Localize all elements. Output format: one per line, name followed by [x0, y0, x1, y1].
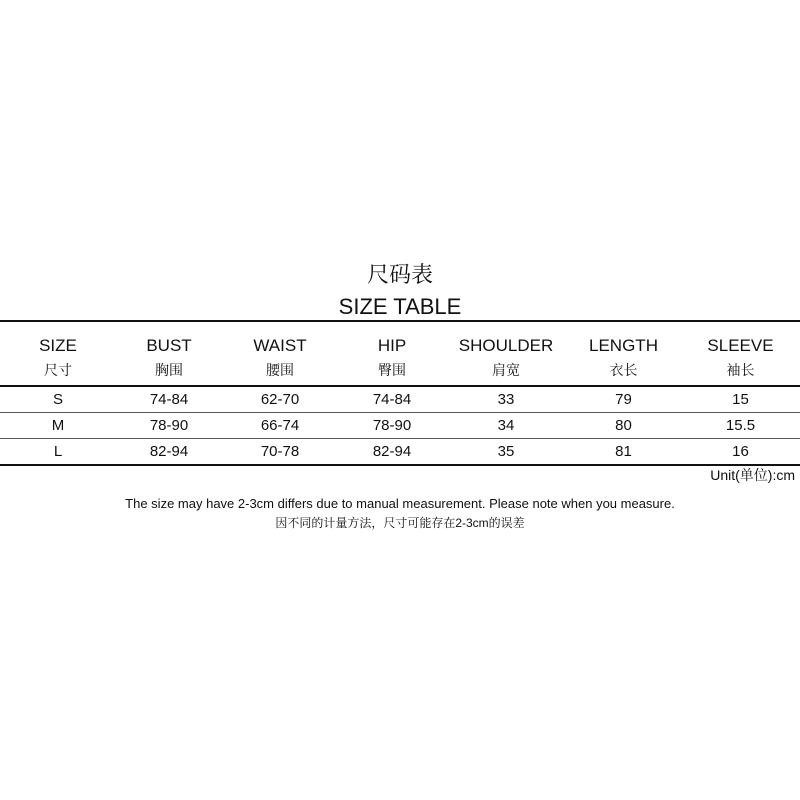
measurement-note-chinese: 因不同的计量方法，尺寸可能存在2-3cm的误差 — [275, 516, 525, 530]
table-cell: 33 — [446, 386, 566, 413]
unit-label: Unit(单位):cm — [710, 467, 795, 483]
column-header-hip: HIP — [338, 321, 446, 358]
table-row-size-s — [0, 386, 800, 413]
title-english: SIZE TABLE — [338, 294, 462, 319]
column-header-size: SIZE — [0, 321, 116, 358]
column-header-sleeve-cn: 袖长 — [681, 358, 800, 386]
table-cell: 79 — [566, 386, 681, 413]
table-cell: 16 — [681, 439, 800, 466]
column-header-bust: BUST — [116, 321, 222, 358]
table-cell: 62-70 — [222, 386, 338, 413]
column-header-hip-cn: 臀围 — [338, 358, 446, 386]
table-cell: 80 — [566, 413, 681, 439]
table-cell: S — [0, 386, 116, 413]
table-cell: 74-84 — [116, 386, 222, 413]
header-row-chinese — [0, 358, 800, 386]
title-chinese: 尺码表 — [366, 262, 433, 287]
size-table — [0, 320, 800, 466]
table-cell: 66-74 — [222, 413, 338, 439]
table-cell: 82-94 — [338, 439, 446, 466]
table-cell: 78-90 — [116, 413, 222, 439]
table-cell: 74-84 — [338, 386, 446, 413]
table-cell: 15.5 — [681, 413, 800, 439]
table-cell: M — [0, 413, 116, 439]
measurement-note-english: The size may have 2-3cm differs due to manual measurement. Please note when you measure. — [125, 496, 675, 511]
column-header-bust-cn: 胸围 — [116, 358, 222, 386]
table-row-size-l — [0, 439, 800, 466]
table-cell: 35 — [446, 439, 566, 466]
column-header-length: LENGTH — [566, 321, 681, 358]
table-cell: 81 — [566, 439, 681, 466]
column-header-size-cn: 尺寸 — [0, 358, 116, 386]
table-cell: 34 — [446, 413, 566, 439]
column-header-shoulder-cn: 肩宽 — [446, 358, 566, 386]
table-cell: L — [0, 439, 116, 466]
column-header-shoulder: SHOULDER — [446, 321, 566, 358]
column-header-sleeve: SLEEVE — [681, 321, 800, 358]
column-header-waist-cn: 腰围 — [222, 358, 338, 386]
table-cell: 70-78 — [222, 439, 338, 466]
header-row-english — [0, 321, 800, 358]
column-header-waist: WAIST — [222, 321, 338, 358]
table-cell: 78-90 — [338, 413, 446, 439]
table-cell: 82-94 — [116, 439, 222, 466]
column-header-length-cn: 衣长 — [566, 358, 681, 386]
table-row-size-m — [0, 413, 800, 439]
table-cell: 15 — [681, 386, 800, 413]
